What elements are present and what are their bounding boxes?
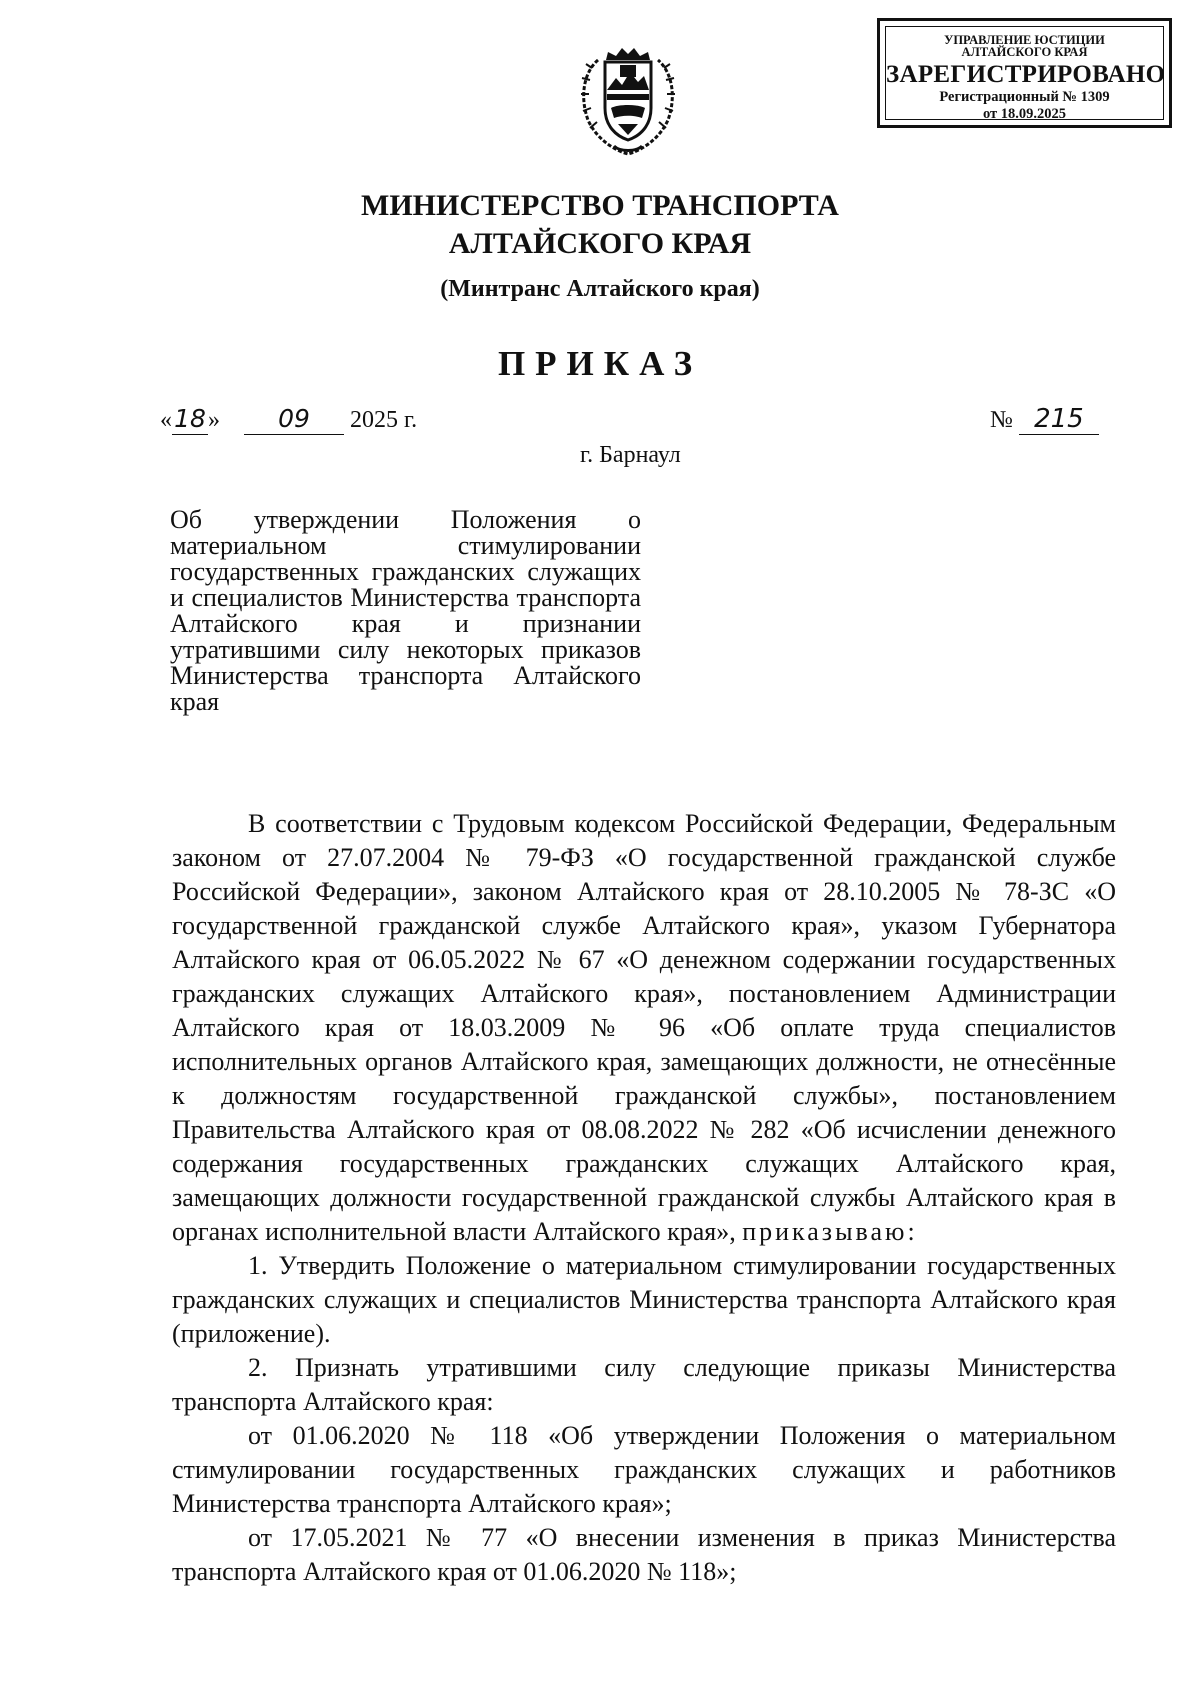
altai-krai-coat-of-arms-icon bbox=[578, 38, 678, 158]
stamp-status: ЗАРЕГИСТРИРОВАНО bbox=[886, 61, 1166, 88]
repealed-order-2: от 17.05.2021 № 77 «О внесении изменения в приказ Министерства транспорта Алтайского края от 01.06.2020 № 118»; bbox=[172, 1523, 1116, 1586]
date-month: 09 bbox=[244, 404, 344, 435]
ministry-name-line2: АЛТАЙСКОГО КРАЯ bbox=[448, 227, 752, 260]
number-value: 215 bbox=[1019, 404, 1099, 435]
date-year: 2025 г. bbox=[350, 407, 418, 433]
date-open-quote: « bbox=[160, 407, 172, 433]
order-body bbox=[172, 807, 1116, 1589]
preamble-text: В соответствии с Трудовым кодексом Российской Федерации, Федеральным законом от 27.07.2004 № 79-ФЗ «О государственной гражданской службе Российской Федерации», законом Алтайского края от 28.10.2005 № 78-ЗС «О государственной гражданской службе Алтайского края», указом Губернатора Алтайского края от 06.05.2022 № 67 «О денежном содержании государственных гражданских служащих Алтайского края», постановлением Администрации Алтайского края от 18.03.2009 № 96 «Об оплате труда специалистов исполнительных органов Алтайского края, замещающих должности, не отнесённые к должностям государственной гражданской службы», постановлением Правительства Алтайского края от 08.08.2022 № 282 «Об исчислении денежного содержания государственных гражданских служащих Алтайского края, замещающих должности государственной гражданской службы Алтайского края в органах исполнительной власти Алтайского края», bbox=[172, 809, 1116, 1246]
stamp-org-line1: УПРАВЛЕНИЕ ЮСТИЦИИ bbox=[944, 33, 1105, 47]
order-date bbox=[160, 404, 417, 435]
registration-stamp bbox=[877, 18, 1172, 128]
order-word: приказываю: bbox=[742, 1217, 918, 1246]
order-subject: Об утверждении Положения о материальном стимулировании государственных гражданских служащих и специалистов Министерства транспорта Алтайского края и признании утратившими силу некоторых приказов Министерства транспорта Алтайского края bbox=[170, 505, 641, 716]
stamp-reg-date: от 18.09.2025 bbox=[982, 106, 1067, 122]
preamble-paragraph bbox=[172, 807, 1116, 1249]
stamp-org bbox=[886, 34, 1163, 58]
document-type: ПРИКАЗ bbox=[497, 344, 703, 383]
ministry-name bbox=[300, 187, 900, 263]
ministry-name-line1: МИНИСТЕРСТВО ТРАНСПОРТА bbox=[361, 189, 839, 222]
number-label: № bbox=[990, 407, 1013, 433]
stamp-org-line2: АЛТАЙСКОГО КРАЯ bbox=[961, 45, 1088, 59]
stamp-inner-frame bbox=[885, 26, 1164, 120]
order-number bbox=[990, 404, 1099, 435]
city: г. Барнаул bbox=[580, 442, 681, 468]
item-2: 2. Признать утратившими силу следующие приказы Министерства транспорта Алтайского края: bbox=[172, 1353, 1116, 1416]
stamp-reg-number: Регистрационный № 1309 bbox=[939, 89, 1110, 105]
ministry-short-name: (Минтранс Алтайского края) bbox=[440, 276, 760, 302]
date-day: 18 bbox=[172, 404, 208, 435]
repealed-order-1: от 01.06.2020 № 118 «Об утверждении Положения о материальном стимулировании государственных гражданских служащих и работников Министерства транспорта Алтайского края»; bbox=[172, 1421, 1116, 1518]
item-1: 1. Утвердить Положение о материальном стимулировании государственных гражданских служащих и специалистов Министерства транспорта Алтайского края (приложение). bbox=[172, 1251, 1116, 1348]
date-close-quote: » bbox=[208, 407, 220, 433]
